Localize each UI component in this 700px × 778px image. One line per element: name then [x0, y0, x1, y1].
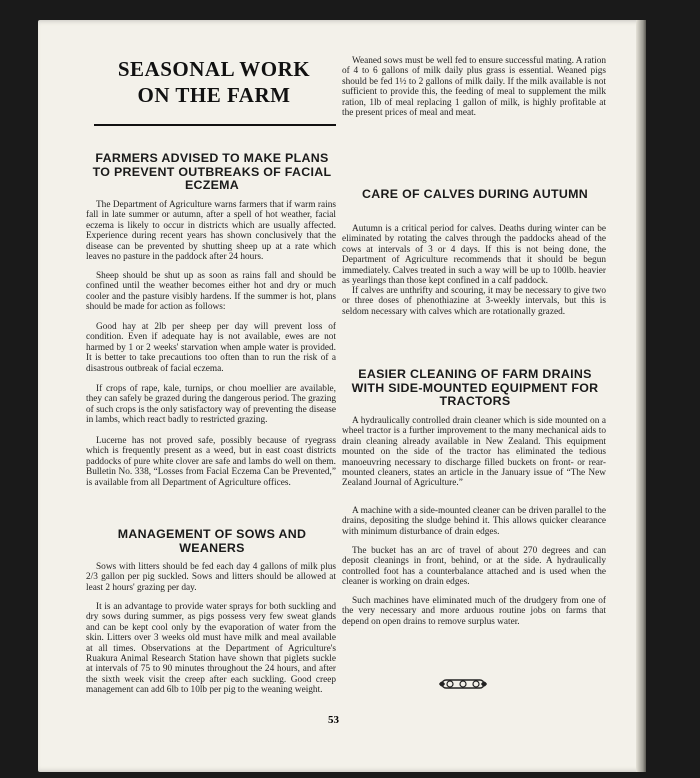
sows-paragraph-2: It is an advantage to provide water sprays for both suckling and dry sows during summer, as pigs possess very few sweat glands and can be kept cool only by the evaporation of water from the skin. Litters over 3 weeks old must have milk and meal available at all times. Observations at the Department of Agriculture's Ruakura Animal Research Station have shown that piglets suckle at intervals of 75 to 90 minutes throughout the 24 hours, and after the sixth week visit the creep after each suckling. Good creep management can add 6lb to 10lb per pig to the weaning weight. — [86, 602, 336, 696]
drains-paragraph-3: The bucket has an arc of travel of about 270 degrees and can deposit cleanings in front, behind, or at the side. A hydraulically controlled foot has a counterbalance attached and is used when the cleaner is working on drain edges. — [342, 546, 606, 588]
sows-paragraph-3: Weaned sows must be well fed to ensure successful mating. A ration of 4 to 6 gallons of milk daily plus grass is essential. Weaned pigs should be fed 1½ to 2 gallons of milk daily. If the milk available is not sufficient to provide this, the feeding of meal to supplement the milk ration, 1lb of meal replacing 1 gallon of milk, is highly profitable at the present prices of meal and meat. — [342, 56, 606, 119]
eczema-heading: FARMERS ADVISED TO MAKE PLANS TO PREVENT OUTBREAKS OF FACIAL ECZEMA — [92, 151, 332, 193]
title-divider — [94, 124, 336, 126]
drains-paragraph-1: A hydraulically controlled drain cleaner which is side mounted on a wheel tractor is a further improvement to the many mechanical aids to drain cleaning already available in New Zealand. This equipment mounted on the side of the tractor has eliminated the tedious manoeuvring necessary to discharge filled buckets on front- or rear-mounted cleaners, states an article in the January issue of “The New Zealand Journal of Agriculture.” — [342, 416, 606, 489]
eczema-paragraph-5: Lucerne has not proved safe, possibly because of ryegrass which is frequently present as a weed, but in east coast districts paddocks of pure white clover are safe and lambs do well on them. Bulletin No. 338, “Losses from Facial Eczema Can be Prevented,” is available from all Department of Agriculture offices. — [86, 436, 336, 488]
eczema-paragraph-2: Sheep should be shut up as soon as rains fall and should be confined until the weather becomes either hot and dry or much cooler and the pasture visibly hardens. If the summer is hot, plans should be made for action as follows: — [86, 271, 336, 313]
eczema-paragraph-4: If crops of rape, kale, turnips, or chou moellier are available, they can safely be grazed during the dangerous period. The grazing of such crops is the only satisfactory way of preventing the disease in lambs, which react badly to restricted grazing. — [86, 384, 336, 426]
page-title-line-1: SEASONAL WORK — [117, 57, 311, 81]
calves-paragraph-1: Autumn is a critical period for calves. Deaths during winter can be eliminated by rotating the calves through the paddocks ahead of the cows at intervals of 3 or 4 days. If this is not being done, the Department of Agriculture recommends that it should be begun immediately. Calves treated in such a way will be up to 100lb. heavier as yearlings than those kept confined in a calf paddock. — [342, 224, 606, 287]
sows-heading: MANAGEMENT OF SOWS AND WEANERS — [117, 527, 307, 555]
calves-heading: CARE OF CALVES DURING AUTUMN — [362, 187, 588, 201]
sows-paragraph-1: Sows with litters should be fed each day 4 gallons of milk plus 2/3 gallon per pig suckled. Sows and litters should be allowed at least 2 hours' grazing per day. — [86, 562, 336, 593]
page-title-line-2: ON THE FARM — [137, 83, 291, 107]
drains-paragraph-4: Such machines have eliminated much of the drudgery from one of the very necessary and more arduous routine jobs on farms that depend on open drains to remove surplus water. — [342, 596, 606, 627]
drains-paragraph-2: A machine with a side-mounted cleaner can be driven parallel to the drains, depositing the sludge behind it. This allows quicker clearance with minimum disturbance of drain edges. — [342, 506, 606, 537]
fern-ornament-icon — [438, 676, 488, 692]
page-title — [94, 56, 334, 108]
book-spine — [636, 20, 646, 772]
journal-page — [38, 20, 646, 772]
page-number: 53 — [328, 714, 339, 726]
eczema-paragraph-1: The Department of Agriculture warns farmers that if warm rains fall in late summer or autumn, after a spell of hot weather, facial eczema is likely to occur in districts which are usually affected. Experience during recent years has shown conclusively that the disease can be prevented by shutting sheep up at a rate which leaves no pasture in the paddock after 24 hours. — [86, 200, 336, 263]
eczema-paragraph-3: Good hay at 2lb per sheep per day will prevent loss of condition. Even if adequate hay is not available, ewes are not harmed by 1 or 2 weeks' starvation when ample water is provided. It is better to take precautions too often than to run the risk of a disastrous outbreak of facial eczema. — [86, 322, 336, 374]
calves-paragraph-2: If calves are unthrifty and scouring, it may be necessary to give two or three doses of phenothiazine at 3-weekly intervals, but this is seldom necessary with calves which are rotationally grazed. — [342, 286, 606, 317]
drains-heading: EASIER CLEANING OF FARM DRAINS WITH SIDE-MOUNTED EQUIPMENT FOR TRACTORS — [351, 367, 599, 409]
